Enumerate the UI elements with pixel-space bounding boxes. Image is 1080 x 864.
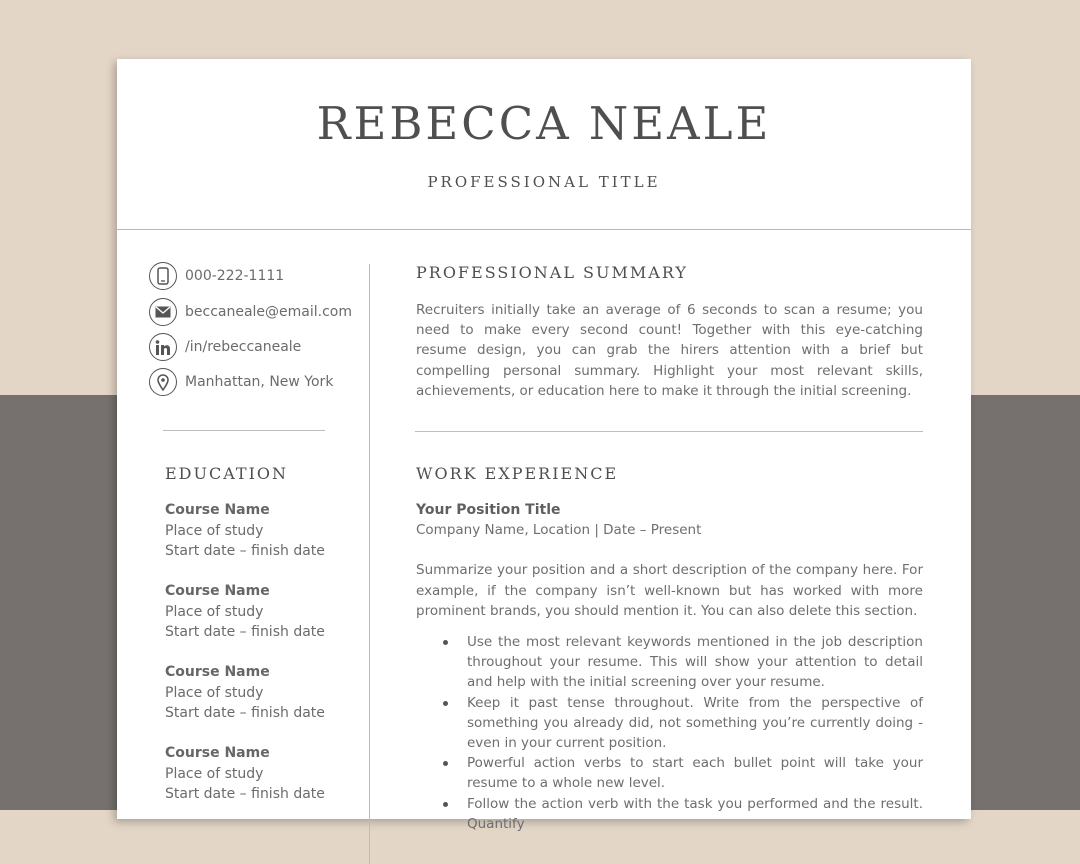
contact-email	[149, 298, 369, 328]
study-dates: Start date – finish date	[165, 705, 325, 721]
left-divider	[163, 430, 325, 431]
education-heading: EDUCATION	[165, 464, 289, 483]
work-description: Summarize your position and a short description of the company here. For example, if the company isn’t well-known but has worked with more prominent brands, you should mention it. You can also delete this section.	[416, 562, 923, 619]
position-title: Your Position Title	[416, 502, 561, 518]
linkedin-icon	[149, 333, 177, 361]
study-dates: Start date – finish date	[165, 543, 325, 559]
study-dates: Start date – finish date	[165, 624, 325, 640]
course-name: Course Name	[165, 502, 270, 518]
work-heading: WORK EXPERIENCE	[416, 464, 619, 483]
contact-location	[149, 368, 369, 398]
contact-email-text: beccaneale@email.com	[185, 304, 353, 320]
education-item	[165, 500, 365, 581]
place-of-study: Place of study	[165, 603, 264, 620]
education-list	[165, 500, 365, 824]
company-line: Company Name, Location | Date – Present	[416, 522, 702, 539]
contact-linkedin-text: /in/rebeccaneale	[185, 339, 302, 355]
email-icon	[149, 298, 177, 326]
course-name: Course Name	[165, 745, 270, 761]
work-section	[416, 500, 923, 834]
list-item: Follow the action verb with the task you performed and the result. Quantify	[416, 794, 923, 834]
location-pin-icon	[149, 368, 177, 396]
course-name: Course Name	[165, 583, 270, 599]
phone-icon	[149, 262, 177, 290]
contact-phone-text: 000-222-1111	[185, 268, 285, 284]
column-divider	[369, 264, 370, 864]
place-of-study: Place of study	[165, 765, 264, 782]
list-item: Powerful action verbs to start each bullet point will take your resume to a whole new level.	[416, 753, 923, 793]
education-item	[165, 662, 365, 743]
education-item	[165, 743, 365, 824]
study-dates: Start date – finish date	[165, 786, 325, 802]
place-of-study: Place of study	[165, 522, 264, 539]
resume-name: REBECCA NEALE	[316, 97, 772, 150]
list-item: Keep it past tense throughout. Write from the perspective of something you already did, not something you’re currently doing - even in your current position.	[416, 693, 923, 754]
header-divider	[117, 229, 971, 230]
summary-text: Recruiters initially take an average of 6 seconds to scan a resume; you need to make every second count! Together with this eye-catching resume design, you can grab the hirers attention with a brief but compelling personal summary. Highlight your most relevant skills, achievements, or education here to make it through the initial screening.	[416, 302, 923, 399]
contact-phone	[149, 262, 369, 292]
right-divider	[415, 431, 923, 432]
work-bullets	[416, 632, 923, 834]
course-name: Course Name	[165, 664, 270, 680]
contact-linkedin	[149, 333, 369, 363]
summary-heading: PROFESSIONAL SUMMARY	[416, 263, 688, 282]
contact-location-text: Manhattan, New York	[185, 374, 334, 390]
resume-page	[117, 59, 971, 832]
professional-title: PROFESSIONAL TITLE	[427, 173, 661, 191]
place-of-study: Place of study	[165, 684, 264, 701]
list-item: Use the most relevant keywords mentioned in the job description throughout your resume. This will show your attention to detail and help with the initial screening over your resume.	[416, 632, 923, 693]
education-item	[165, 581, 365, 662]
